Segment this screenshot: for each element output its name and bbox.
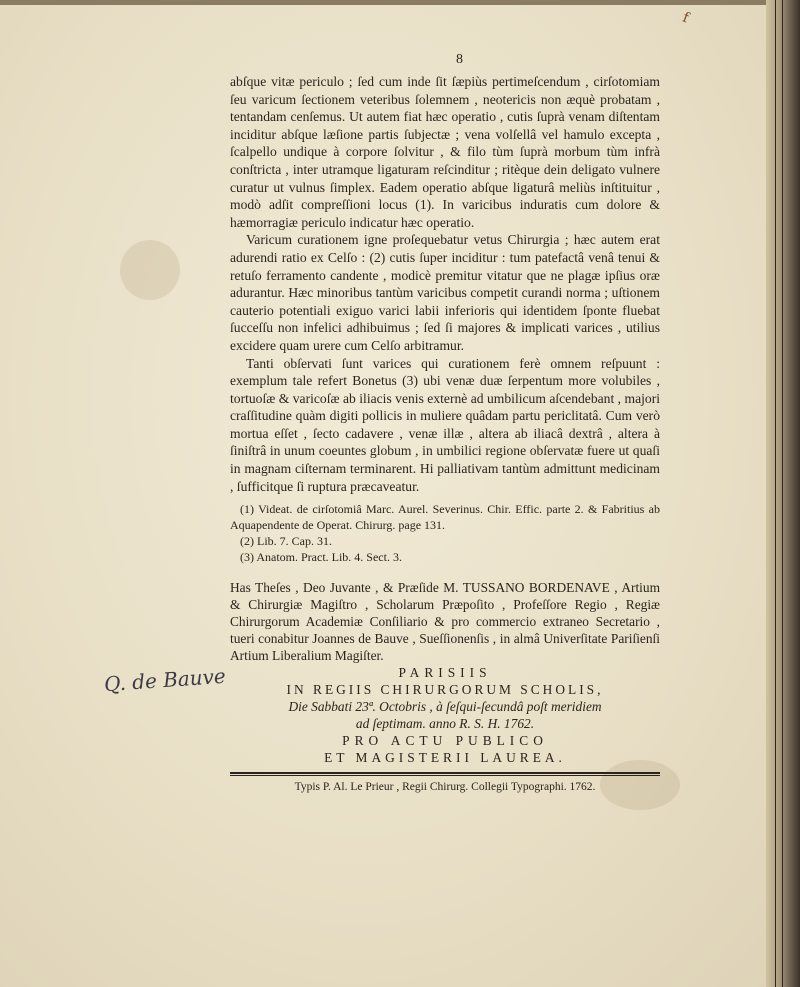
footnote-1: (1) Videat. de cirſotomiâ Marc. Aurel. Severinus. Chir. Effic. parte 2. & Fabritius ab Aquapendente de Operat. Chirurg. page 131. — [230, 502, 660, 533]
page-number: 8 — [456, 52, 463, 67]
footnotes — [230, 501, 660, 565]
footnote-2: (2) Lib. 7. Cap. 31. — [240, 534, 332, 549]
double-rule-top — [230, 772, 660, 774]
pro-actu-line: PRO ACTU PUBLICO — [342, 733, 548, 749]
paragraph-1: abſque vitæ periculo ; ſed cum inde ſit ſæpiùs pertimeſcendum , cirſotomiam ſeu varicum ſectionem veteribus ſolemnem , neotericis non æquè probatam , tentandam cenſemus. Ut autem fiat hæc operatio , cutis ſuprà venam diſtentam inciditur abſque læſione partis ſubjectæ ; vena volſellâ vel hamulo excepta , ſcalpello undique à corpore ſolvitur , & filo tùm ſuprà morbum tùm infrà conſtricta , inter utramque ligaturam reſcinditur ; ritèque dein deligato vulnere curatur ut vulnus ſimplex. Eadem operatio abſque ligaturâ meliùs inſtituitur , modò adſit compreſſioni locus (1). In varicibus induratis cum dolore & hæmorragiæ periculo indicatur hæc operatio. — [230, 74, 660, 230]
printer-imprint: Typis P. Al. Le Prieur , Regii Chirurg. Collegii Typographi. 1762. — [294, 781, 596, 794]
paper-stain — [120, 240, 180, 300]
paragraph-3: Tanti obſervati ſunt varices qui curationem ferè omnem reſpuunt : exemplum tale refert Bonetus (3) ubi venæ duæ ſerpentum more volubiles , tortuoſæ & varicoſæ ab iliacis venis externè ad umbilicum aſcendebant , majori craſſitudine quàm digiti pollicis in muliere quâdam partu periclitatâ. Cum verò mortua eſſet , ſecto cadavere , venæ illæ , altera ab iliacâ dextrâ , altera à ſiniſtrâ in unum coeuntes globum , in umbilici regione obſervatæ fuere ut quaſi in magnam ciſternam terminarent. Hi palliativam tantùm admittunt medicinam , ſufficitque ſi ruptura præcaveatur. — [230, 355, 660, 494]
parisiis-line: PARISIIS — [398, 665, 492, 681]
date-line-1: Die Sabbati 23ª. Octobris , à ſeſqui-ſecundâ poſt meridiem — [288, 699, 602, 715]
page-top-edge — [0, 0, 800, 5]
main-text-block — [230, 73, 660, 796]
thesis-intro: Has Theſes , Deo Juvante , & Præſide M. TUSSANO BORDENAVE , Artium & Chirurgiæ Magiſtro , Scholarum Præpoſito , Profeſſore Regio , Regiæ Chirurgorum Academiæ Conſiliario & pro commercio extraneo Secretario , tueri conabitur Joannes de Bauve , Sueſſionenſis , in almâ Univerſitate Pariſienſi Artium Liberalium Magiſter. — [230, 580, 660, 664]
handwritten-signature: Q. de Bauve — [103, 663, 227, 697]
footnote-3: (3) Anatom. Pract. Lib. 4. Sect. 3. — [240, 550, 402, 565]
in-regiis-line: IN REGIIS CHIRURGORUM SCHOLIS, — [286, 682, 604, 698]
date-line-2: ad ſeptimam. anno R. S. H. 1762. — [355, 716, 535, 732]
thesis-block — [230, 579, 660, 796]
book-gutter — [766, 0, 800, 987]
double-rule-bottom — [230, 775, 660, 776]
gutter-line — [775, 0, 776, 987]
et-magisterii-line: ET MAGISTERII LAUREA. — [324, 750, 566, 766]
gutter-line — [782, 0, 783, 987]
corner-ink-mark: f — [680, 9, 691, 27]
paragraph-2: Varicum curationem igne proſequebatur vetus Chirurgia ; hæc autem erat adurendi ratio ex Celſo : (2) cutis ſuper inciditur : tum patefactâ venâ tenui & retuſo ferramento candente , modicè premitur vitatur que ne plagæ ipſius oræ adurantur. Hæc minoribus tantùm varicibus competit curandi norma ; uſtionem cauterio potentiali exiguo varici labii inferioris qui identidem ſponte fluebat ſucceſſu non infelici adhibuimus ; ſed ſi majores & implicati varices , utilius excidere quam urere cum Celſo arbitramur. — [230, 232, 660, 353]
